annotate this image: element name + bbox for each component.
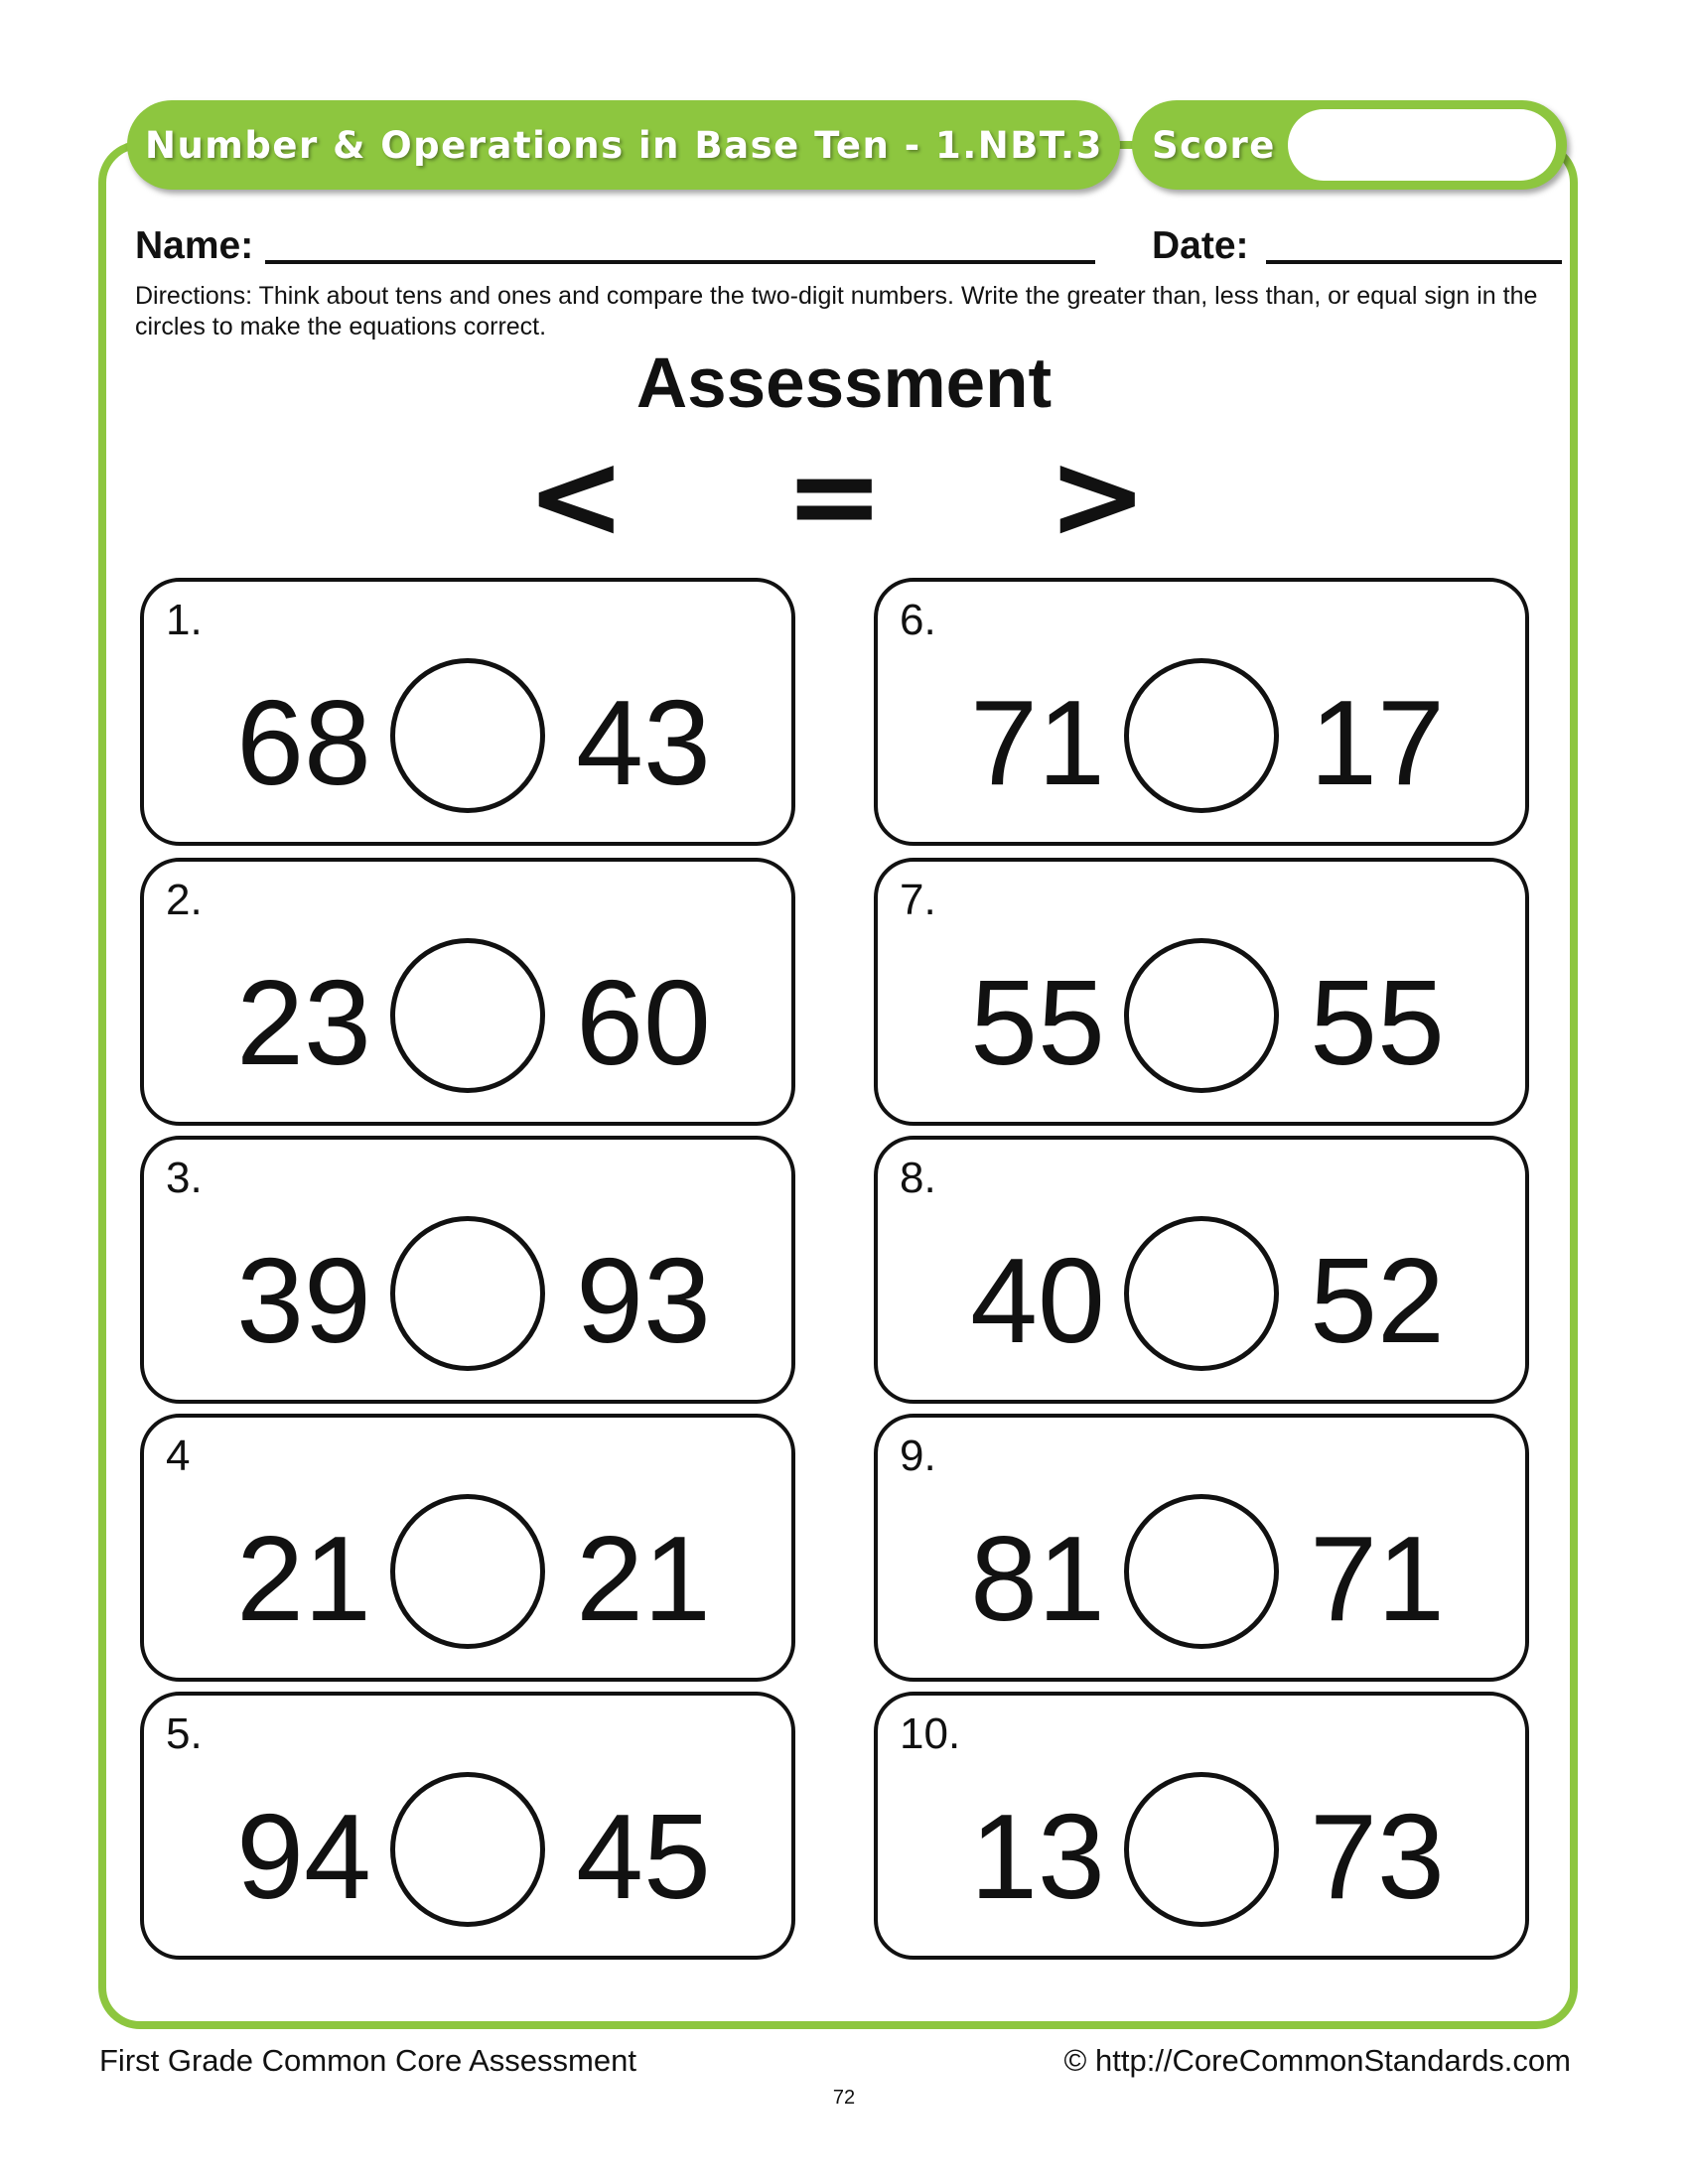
problem-card-7 <box>874 858 1529 1126</box>
problem-number: 3. <box>166 1154 203 1202</box>
problem-number: 2. <box>166 876 203 924</box>
score-label: Score <box>1152 123 1276 167</box>
name-field[interactable] <box>265 260 1095 264</box>
right-number: 55 <box>1310 955 1445 1090</box>
page-number: 72 <box>832 2087 856 2109</box>
page-heading: Assessment <box>635 344 1053 423</box>
problem-card-4 <box>140 1414 795 1682</box>
answer-circle[interactable] <box>1124 1494 1279 1649</box>
right-number: 17 <box>1310 675 1445 810</box>
answer-circle[interactable] <box>390 658 545 813</box>
left-number: 13 <box>970 1789 1105 1924</box>
left-number: 40 <box>970 1233 1105 1368</box>
problem-card-1 <box>140 578 795 846</box>
score-field[interactable] <box>1288 109 1556 181</box>
right-number: 21 <box>576 1511 711 1646</box>
left-number: 94 <box>236 1789 371 1924</box>
problem-card-6 <box>874 578 1529 846</box>
problem-card-2 <box>140 858 795 1126</box>
answer-circle[interactable] <box>1124 1216 1279 1371</box>
problem-number: 9. <box>900 1432 936 1480</box>
problem-number: 10. <box>900 1709 961 1758</box>
answer-circle[interactable] <box>1124 1772 1279 1927</box>
score-banner <box>1132 100 1567 190</box>
answer-circle[interactable] <box>390 1772 545 1927</box>
left-number: 21 <box>236 1511 371 1646</box>
left-number: 23 <box>236 955 371 1090</box>
right-number: 43 <box>576 675 711 810</box>
answer-circle[interactable] <box>390 938 545 1093</box>
footer-course: First Grade Common Core Assessment <box>99 2043 636 2078</box>
problem-card-3 <box>140 1136 795 1404</box>
left-number: 71 <box>970 675 1105 810</box>
title-banner <box>127 100 1120 190</box>
right-number: 73 <box>1310 1789 1445 1924</box>
answer-circle[interactable] <box>390 1494 545 1649</box>
right-number: 45 <box>576 1789 711 1924</box>
name-label: Name: <box>135 224 254 267</box>
left-number: 39 <box>236 1233 371 1368</box>
right-number: 93 <box>576 1233 711 1368</box>
directions-text: Directions: Think about tens and ones and compare the two-digit numbers. Write the greater than, less than, or equal sign in the circles to make the equations correct. <box>135 282 1538 341</box>
problem-card-9 <box>874 1414 1529 1682</box>
problem-card-10 <box>874 1692 1529 1960</box>
problem-number: 5. <box>166 1709 203 1758</box>
greater-than-symbol: > <box>1048 428 1148 566</box>
problem-number: 4 <box>166 1432 191 1480</box>
worksheet-title: Number & Operations in Base Ten - 1.NBT.3 <box>145 123 1103 167</box>
answer-circle[interactable] <box>1124 658 1279 813</box>
date-label: Date: <box>1152 224 1249 267</box>
right-number: 52 <box>1310 1233 1445 1368</box>
left-number: 81 <box>970 1511 1105 1646</box>
left-number: 55 <box>970 955 1105 1090</box>
date-field[interactable] <box>1266 260 1562 264</box>
less-than-symbol: < <box>526 428 627 566</box>
problem-number: 7. <box>900 876 936 924</box>
left-number: 68 <box>236 675 371 810</box>
answer-circle[interactable] <box>390 1216 545 1371</box>
problem-number: 1. <box>166 596 203 644</box>
answer-circle[interactable] <box>1124 938 1279 1093</box>
problem-number: 8. <box>900 1154 936 1202</box>
equal-symbol: = <box>784 428 885 566</box>
footer-copyright: © http://CoreCommonStandards.com <box>1063 2043 1571 2078</box>
problem-card-5 <box>140 1692 795 1960</box>
problem-card-8 <box>874 1136 1529 1404</box>
right-number: 60 <box>576 955 711 1090</box>
problem-number: 6. <box>900 596 936 644</box>
right-number: 71 <box>1310 1511 1445 1646</box>
